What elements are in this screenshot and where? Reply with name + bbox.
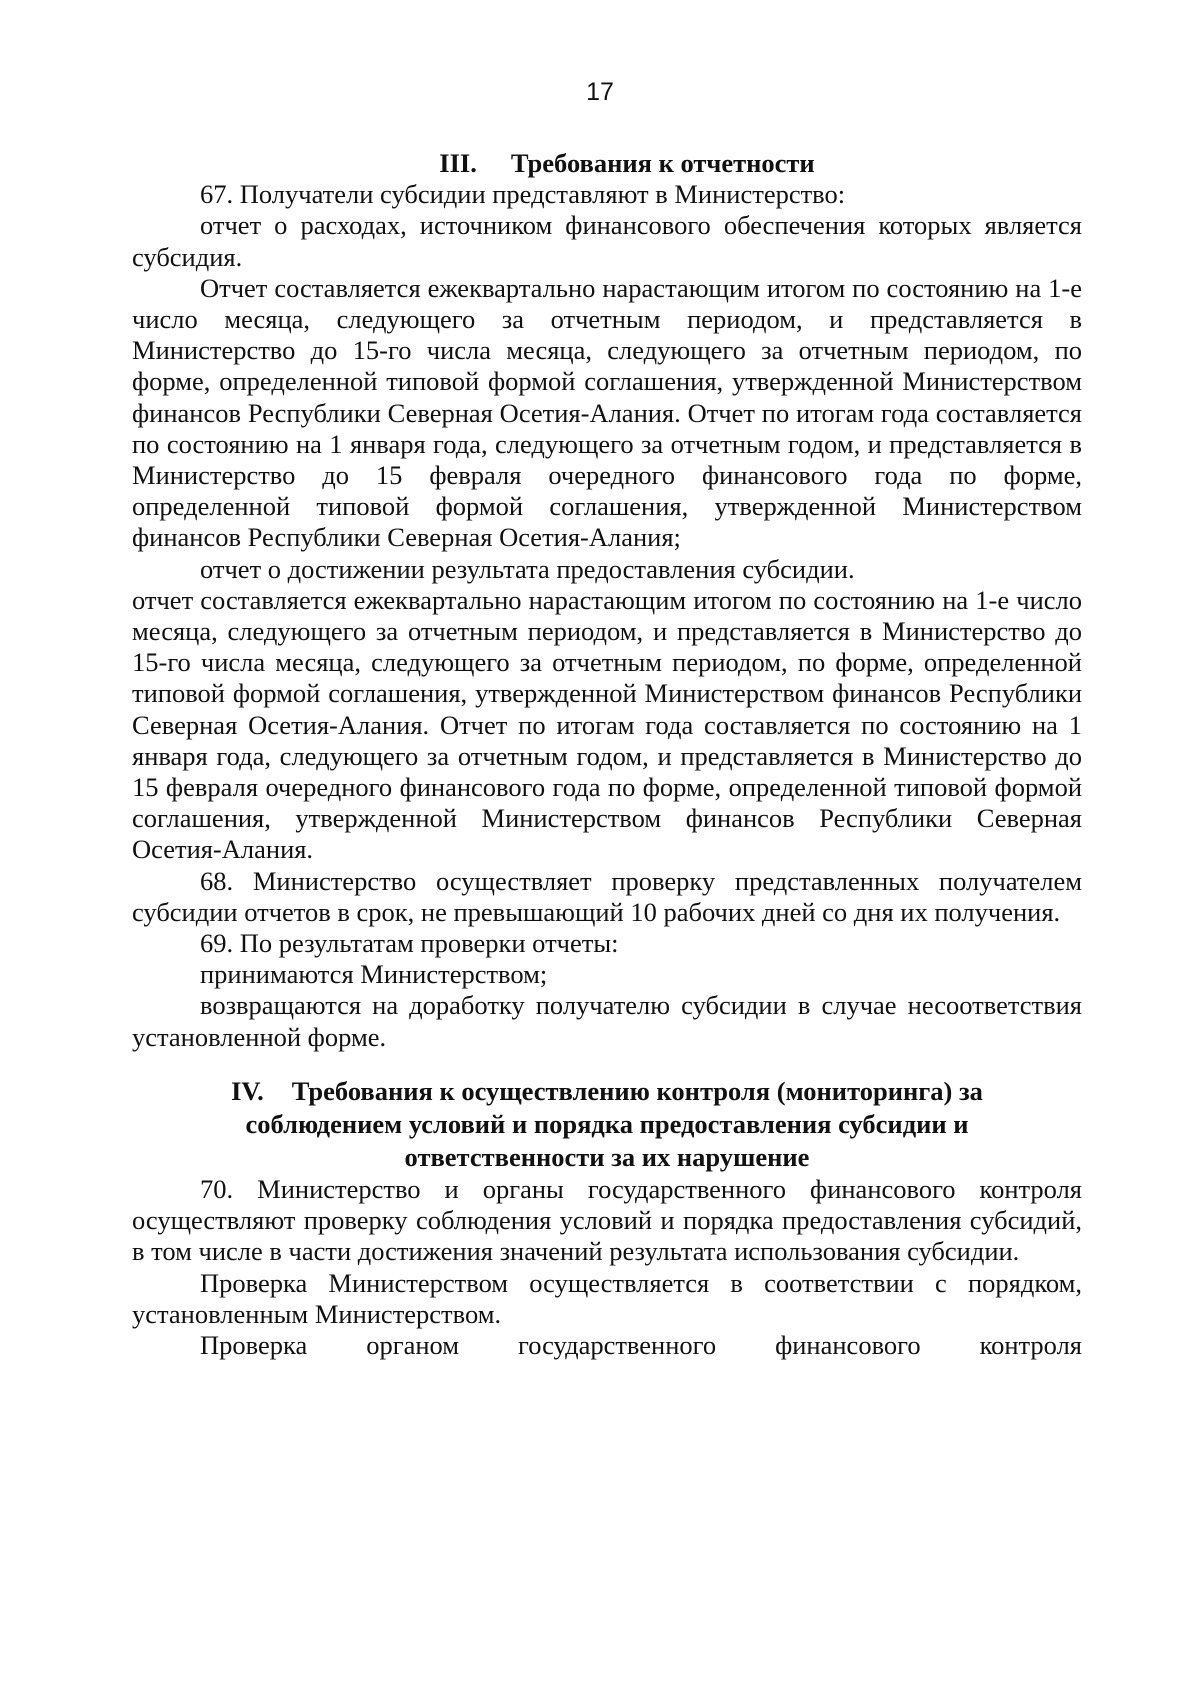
section-4-title-line-3: ответственности за их нарушение	[404, 1141, 810, 1172]
document-body	[132, 148, 1082, 1361]
paragraph-report-expenses: отчет о расходах, источником финансового обеспечения которых является субсидия.	[132, 210, 1082, 272]
paragraph-ministry-check: Проверка Министерством осуществляется в соответствии с порядком, установленным Министерством.	[132, 1267, 1082, 1329]
paragraph-67: 67. Получатели субсидии представляют в Министерство:	[200, 179, 846, 210]
section-4-heading	[132, 1075, 1082, 1174]
paragraph-state-control-check: Проверка органом государственного финансового контроля	[200, 1329, 1082, 1360]
section-4-title-line-1: IV. Требования к осуществлению контроля (мониторинга) за	[231, 1075, 983, 1106]
section-3-title: Требования к отчетности	[510, 148, 815, 178]
paragraph-report-result: отчет о достижении результата предоставления субсидии.	[200, 553, 855, 584]
section-3-number: III.	[439, 148, 477, 178]
section-4-number: IV.	[231, 1075, 264, 1106]
paragraph-returned: возвращаются на доработку получателю субсидии в случае несоответствия установленной форме.	[132, 990, 1082, 1052]
paragraph-69: 69. По результатам проверки отчеты:	[200, 928, 619, 959]
paragraph-68: 68. Министерство осуществляет проверку представленных получателем субсидии отчетов в срок, не превышающий 10 рабочих дней со дня их получения.	[132, 865, 1082, 927]
section-4-title-line-2: соблюдением условий и порядка предоставления субсидии и	[245, 1108, 969, 1139]
paragraph-70: 70. Министерство и органы государственного финансового контроля осуществляют проверку соблюдения условий и порядка предоставления субсидий, в том числе в части достижения значений результата использования субсидии.	[132, 1173, 1082, 1267]
page-number: 17	[586, 78, 614, 106]
section-3-heading	[132, 148, 1082, 179]
paragraph-report-result-terms: отчет составляется ежеквартально нарастающим итогом по состоянию на 1-е число месяца, следующего за отчетным периодом, и представляется в Министерство до 15-го числа месяца, следующего за отчетным периодом, по форме, определенной типовой формой соглашения, утвержденной Министерством финансов Республики Северная Осетия-Алания. Отчет по итогам года составляется по состоянию на 1 января года, следующего за отчетным годом, и представляется в Министерство до 15 февраля очередного финансового года по форме, определенной типовой формой соглашения, утвержденной Министерством финансов Республики Северная Осетия-Алания.	[132, 584, 1082, 865]
paragraph-report-expenses-terms: Отчет составляется ежеквартально нарастающим итогом по состоянию на 1-е число месяца, следующего за отчетным периодом, и представляется в Министерство до 15-го числа месяца, следующего за отчетным периодом, по форме, определенной типовой формой соглашения, утвержденной Министерством финансов Республики Северная Осетия-Алания. Отчет по итогам года составляется по состоянию на 1 января года, следующего за отчетным годом, и представляется в Министерство до 15 февраля очередного финансового года по форме, определенной типовой формой соглашения, утвержденной Министерством финансов Республики Северная Осетия-Алания;	[132, 272, 1082, 553]
paragraph-accepted: принимаются Министерством;	[200, 959, 548, 990]
